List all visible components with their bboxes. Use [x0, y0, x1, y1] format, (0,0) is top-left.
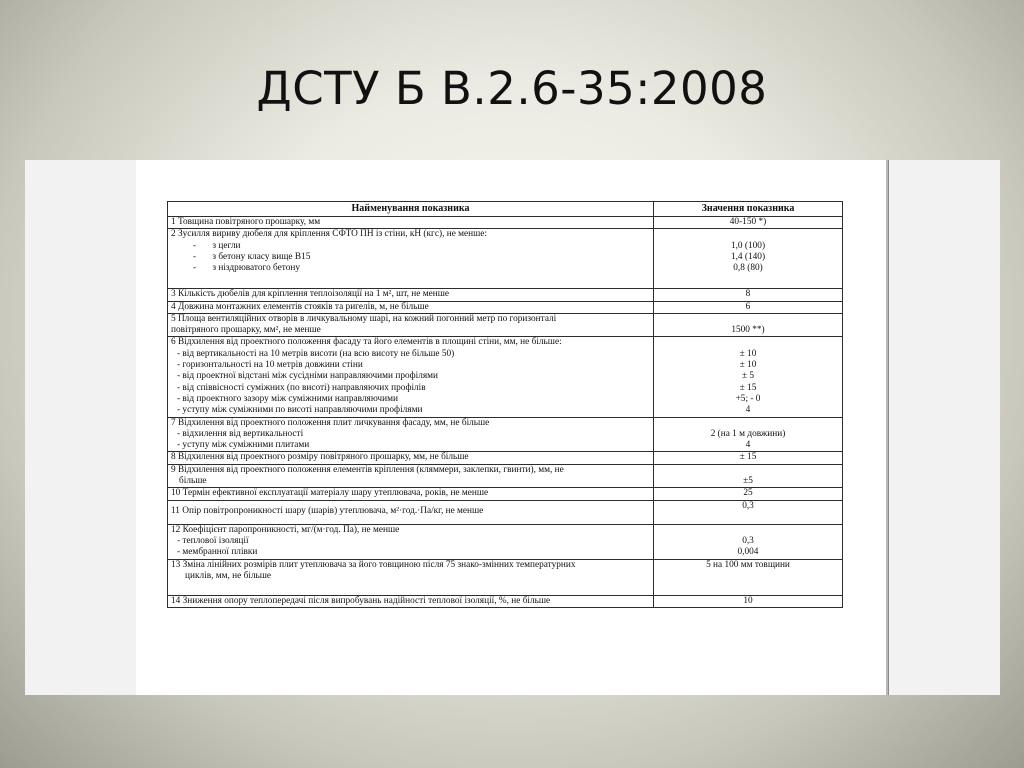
row-name — [168, 524, 654, 559]
row-name — [168, 229, 654, 289]
row-name: 14 Зниження опору теплопередачі після випробувань надійності теплової ізоляції, %, не більше — [168, 595, 654, 607]
row-value: 25 — [654, 488, 843, 500]
row-value: ± 10 — [739, 360, 757, 371]
row-title: 6 Відхилення від проектного положення фасаду та його елементів в площині стіни, мм, не більше: — [171, 337, 562, 348]
row-item: - відхилення від вертикальності — [177, 428, 304, 439]
row-name: 10 Термін ефективної експлуатації матеріалу шару утеплювача, років, не менше — [168, 488, 654, 500]
row-values — [654, 313, 843, 337]
table-row — [168, 595, 843, 607]
row-value: 1500 **) — [731, 325, 765, 336]
row-name-line: 5 Площа вентиляційних отворів в личкувальному шарі, на кожний погонний метр по горизонталі — [171, 313, 557, 324]
row-item: - горизонтальності на 10 метрів довжини стіни — [177, 360, 363, 371]
table-row — [168, 313, 843, 337]
row-item: - теплової ізоляції — [177, 535, 249, 546]
row-value: ± 10 — [739, 348, 757, 359]
row-name — [168, 313, 654, 337]
table-row — [168, 464, 843, 488]
row-name — [168, 417, 654, 452]
table-header-row — [168, 202, 843, 217]
row-value: ± 15 — [739, 382, 757, 393]
row-value: ± 5 — [741, 371, 755, 382]
table-row — [168, 289, 843, 301]
row-value: 1,4 (140) — [730, 251, 766, 262]
row-name — [168, 559, 654, 595]
row-value: 0,3 — [654, 500, 843, 524]
row-value: 10 — [654, 595, 843, 607]
row-value: 1,0 (100) — [730, 240, 766, 251]
table-row — [168, 217, 843, 229]
row-values — [654, 337, 843, 417]
slide-title: ДСТУ Б В.2.6-35:2008 — [256, 62, 768, 115]
header-indicator-value: Значення показника — [654, 202, 843, 217]
row-value: 6 — [654, 301, 843, 313]
row-value: 5 на 100 мм товщини — [654, 559, 843, 595]
row-values — [654, 524, 843, 559]
row-value: ±5 — [743, 476, 753, 487]
row-item: - від проектної відстані між сусідніми направляючими профілями — [177, 371, 438, 382]
table-row — [168, 301, 843, 313]
row-name-line: 9 Відхилення від проектного положення елементів кріплення (кляммери, заклепки, гвинти), мм, не — [171, 464, 564, 475]
row-item: - від вертикальності на 10 метрів висоти (на всю висоту не більше 50) — [177, 348, 455, 359]
row-values — [654, 229, 843, 289]
row-item: - уступу між суміжними плитами — [177, 440, 310, 451]
row-values — [654, 464, 843, 488]
row-value: ± 15 — [654, 452, 843, 464]
row-name-line: 13 Зміна лінійних розмірів плит утеплювача за його товщиною після 75 знако-змінних температурних — [171, 559, 576, 570]
table-row — [168, 500, 843, 524]
row-name: 11 Опір повітропроникності шару (шарів) утеплювача, м²·год.·Па/кг, не менше — [168, 500, 654, 524]
table-row — [168, 559, 843, 595]
row-name-line: повітряного прошарку, мм², не менше — [171, 325, 321, 336]
row-item: - від співвісності суміжних (по висоті) направляючих профілів — [177, 382, 426, 393]
table-row — [168, 452, 843, 464]
row-value: +5; - 0 — [735, 393, 761, 404]
row-value: 4 — [745, 440, 751, 451]
row-item: - уступу між суміжними по висоті направляючими профілями — [177, 405, 423, 416]
row-name: 8 Відхилення від проектного розміру повітряного прошарку, мм, не більше — [168, 452, 654, 464]
row-name: 3 Кількість дюбелів для кріплення теплоізоляції на 1 м², шт, не менше — [168, 289, 654, 301]
row-item: - від проектного зазору між суміжними направляючими — [177, 393, 398, 404]
row-value: 40-150 *) — [654, 217, 843, 229]
table-row — [168, 229, 843, 289]
row-title: 12 Коефіцієнт паропроникності, мг/(м·год. Па), не менше — [171, 524, 400, 535]
row-value: 0,8 (80) — [733, 263, 763, 274]
row-name: 4 Довжина монтажних елементів стояків та ригелів, м, не більше — [168, 301, 654, 313]
row-value: 8 — [654, 289, 843, 301]
table-row — [168, 488, 843, 500]
table-row — [168, 337, 843, 417]
row-item: - з бетону класу вище В15 — [193, 251, 311, 262]
row-name — [168, 337, 654, 417]
row-value: 4 — [745, 405, 751, 416]
row-value: 2 (на 1 м довжини) — [710, 428, 786, 439]
row-name: 1 Товщина повітряного прошарку, мм — [168, 217, 654, 229]
table-row — [168, 417, 843, 452]
row-name — [168, 464, 654, 488]
specification-table — [167, 201, 843, 608]
header-indicator-name: Найменування показника — [168, 202, 654, 217]
row-name-line: більше — [179, 476, 207, 487]
row-values — [654, 417, 843, 452]
row-value: 0,004 — [737, 547, 759, 558]
row-item: - з цегли — [193, 240, 241, 251]
row-value: 0,3 — [742, 535, 754, 546]
row-item: - з ніздрюватого бетону — [193, 263, 301, 274]
row-name-line: циклів, мм, не більше — [185, 570, 272, 581]
table-row — [168, 524, 843, 559]
row-title: 7 Відхилення від проектного положення плит личкування фасаду, мм, не більше — [171, 417, 490, 428]
row-item: - мембранної плівки — [177, 547, 258, 558]
row-title: 2 Зусилля виривy дюбеля для кріплення СФТО ПН із стіни, кН (кгс), не менше: — [171, 229, 488, 240]
